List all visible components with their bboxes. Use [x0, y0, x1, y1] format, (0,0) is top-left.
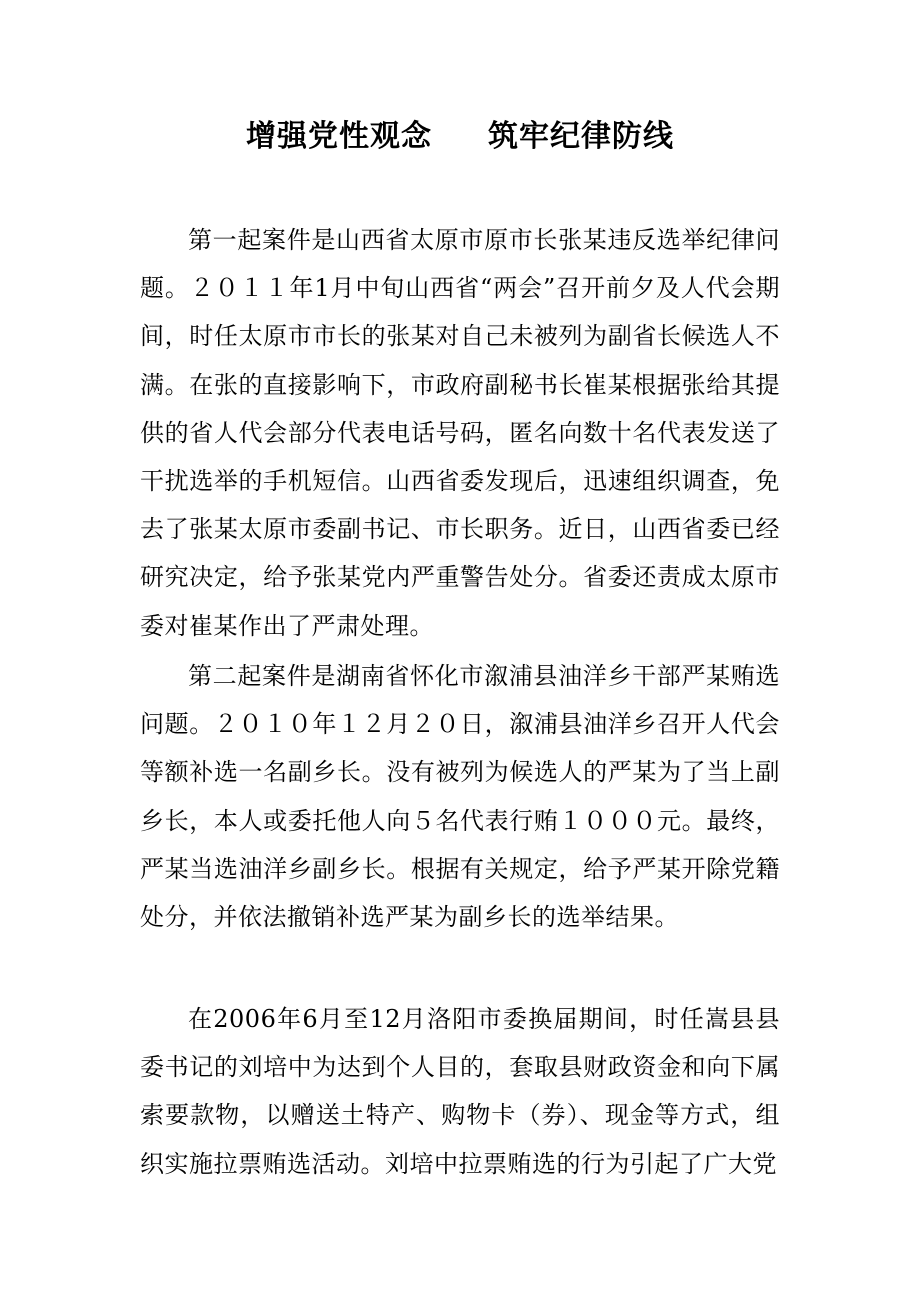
paragraph-case-3: 在2006年6月至12月洛阳市委换届期间，时任嵩县县委书记的刘培中为达到个人目的，套取县财政资金和向下属索要款物，以赠送土特产、购物卡（券）、现金等方式，组织实施拉票贿选活动。刘培中拉票贿选的行为引起了广大党	[140, 1005, 780, 1178]
paragraph-case-1: 第一起案件是山西省太原市原市长张某违反选举纪律问题。２０１１年1月中旬山西省“两会”召开前夕及人代会期间，时任太原市市长的张某对自己未被列为副省长候选人不满。在张的直接影响下，市政府副秘书长崔某根据张给其提供的省人代会部分代表电话号码，匿名向数十名代表发送了干扰选举的手机短信。山西省委发现后，迅速组织调查，免去了张某太原市委副书记、市长职务。近日，山西省委已经研究决定，给予张某党内严重警告处分。省委还责成太原市委对崔某作出了严肃处理。	[140, 226, 780, 640]
paragraph-case-2: 第二起案件是湖南省怀化市溆浦县油洋乡干部严某贿选问题。２０１０年１２月２０日，溆浦县油洋乡召开人代会等额补选一名副乡长。没有被列为候选人的严某为了当上副乡长，本人或委托他人向５名代表行贿１０００元。最终，严某当选油洋乡副乡长。根据有关规定，给予严某开除党籍处分，并依法撤销补选严某为副乡长的选举结果。	[140, 662, 780, 932]
title-part-1: 增强党性观念	[246, 119, 432, 154]
document-title	[0, 112, 920, 162]
title-part-2: 筑牢纪律防线	[488, 119, 674, 154]
